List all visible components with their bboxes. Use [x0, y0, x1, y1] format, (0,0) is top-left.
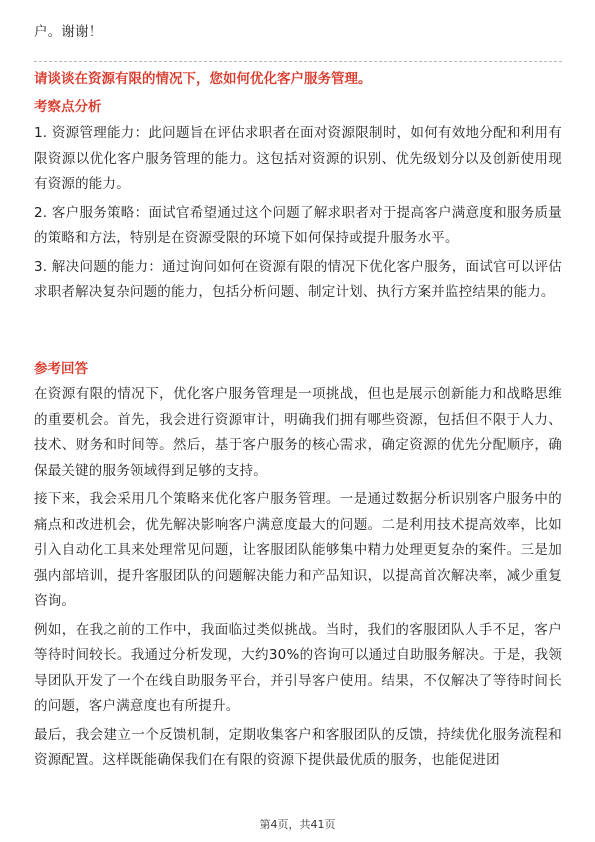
analysis-point: 3. 解决问题的能力：通过询问如何在资源有限的情况下优化客户服务，面试官可以评估求职者解决复杂问题的能力，包括分析问题、制定计划、执行方案并监控结果的能力。 — [34, 258, 562, 300]
intro-tail-text: 户。谢谢！ — [34, 24, 103, 40]
analysis-heading: 考察点分析 — [34, 99, 102, 115]
answer-body — [34, 382, 562, 774]
analysis-list — [34, 121, 562, 306]
analysis-point: 1. 资源管理能力：此问题旨在评估求职者在面对资源限制时，如何有效地分配和利用有限资源以优化客户服务管理的能力。这包括对资源的识别、优先级划分以及创新使用现有资源的能力。 — [34, 125, 562, 192]
section-divider — [34, 61, 562, 62]
answer-paragraph: 最后，我会建立一个反馈机制，定期收集客户和客服团队的反馈，持续优化服务流程和资源配置。这样既能确保我们在有限的资源下提供最优质的服务，也能促进团 — [34, 726, 562, 768]
analysis-point: 2. 客户服务策略：面试官希望通过这个问题了解求职者对于提高客户满意度和服务质量的策略和方法，特别是在资源受限的环境下如何保持或提升服务水平。 — [34, 204, 562, 246]
page-number-footer: 第4页，共41页 — [259, 818, 336, 831]
question-title: 请谈谈在资源有限的情况下，您如何优化客户服务管理。 — [34, 71, 372, 87]
answer-paragraph: 在资源有限的情况下，优化客户服务管理是一项挑战，但也是展示创新能力和战略思维的重要机会。首先，我会进行资源审计，明确我们拥有哪些资源，包括但不限于人力、技术、财务和时间等。然后，基于客户服务的核心需求，确定资源的优先分配顺序，确保最关键的服务领域得到足够的支持。 — [34, 386, 562, 479]
answer-paragraph: 接下来，我会采用几个策略来优化客户服务管理。一是通过数据分析识别客户服务中的痛点和改进机会，优先解决影响客户满意度最大的问题。二是利用技术提高效率，比如引入自动化工具来处理常见问题，让客服团队能够集中精力处理更复杂的案件。三是加强内部培训，提升客服团队的问题解决能力和产品知识，以提高首次解决率，减少重复咨询。 — [34, 491, 562, 609]
answer-heading: 参考回答 — [34, 361, 88, 377]
answer-paragraph: 例如，在我之前的工作中，我面临过类似挑战。当时，我们的客服团队人手不足，客户等待时间较长。我通过分析发现，大约30%的咨询可以通过自助服务解决。于是，我领导团队开发了一个在线自助服务平台，并引导客户使用。结果，不仅解决了等待时间长的问题，客户满意度也有所提升。 — [34, 621, 562, 714]
